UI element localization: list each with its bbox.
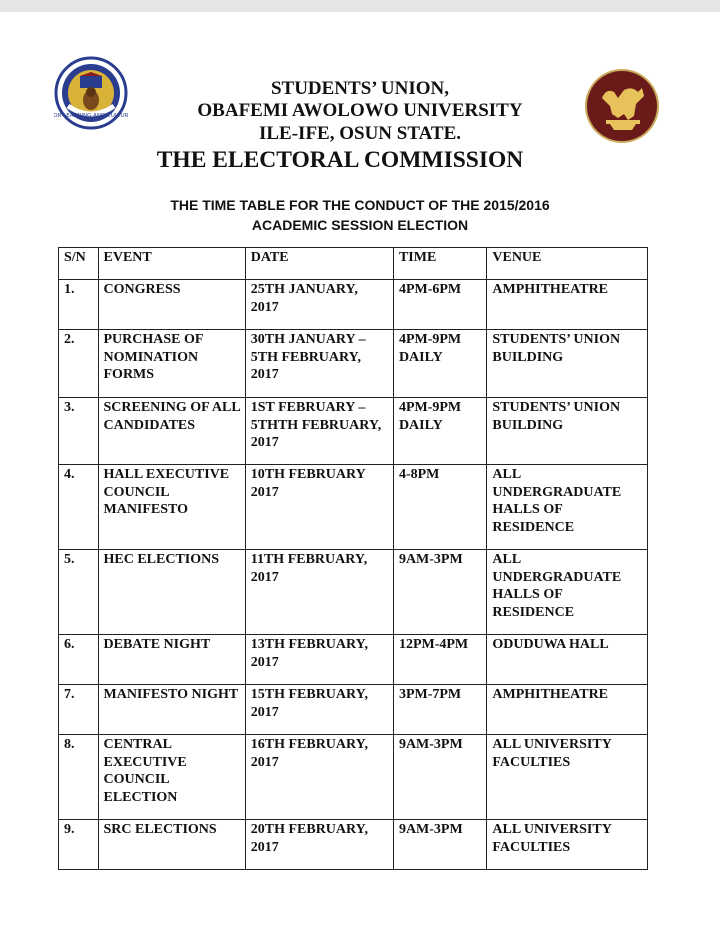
cell-venue: ALL UNIVERSITY FACULTIES xyxy=(487,735,648,820)
cell-venue: STUDENTS’ UNION BUILDING xyxy=(487,330,648,398)
cell-venue: ALL UNDERGRADUATE HALLS OF RESIDENCE xyxy=(487,465,648,550)
table-row xyxy=(59,820,648,870)
commission-title: THE ELECTORAL COMMISSION xyxy=(156,147,524,173)
col-header-venue: VENUE xyxy=(487,248,648,280)
cell-sn: 7. xyxy=(59,685,99,735)
cell-venue: AMPHITHEATRE xyxy=(487,280,648,330)
table-row xyxy=(59,465,648,550)
cell-event: MANIFESTO NIGHT xyxy=(98,685,245,735)
cell-date: 25TH JANUARY, 2017 xyxy=(245,280,393,330)
cell-sn: 9. xyxy=(59,820,99,870)
cell-event: CENTRAL EXECUTIVE COUNCIL ELECTION xyxy=(98,735,245,820)
header-line-1: STUDENTS’ UNION, xyxy=(270,78,450,99)
header-line-3: ILE-IFE, OSUN STATE. xyxy=(258,123,461,144)
table-row xyxy=(59,398,648,465)
cell-date: 15TH FEBRUARY, 2017 xyxy=(245,685,393,735)
cell-time: 9AM-3PM xyxy=(393,820,486,870)
cell-time: 4PM-9PM DAILY xyxy=(393,330,486,398)
cell-time: 9AM-3PM xyxy=(393,550,486,635)
university-crest-logo xyxy=(54,56,128,130)
table-row xyxy=(59,735,648,820)
table-row xyxy=(59,280,648,330)
cell-event: SRC ELECTIONS xyxy=(98,820,245,870)
cell-date: 20TH FEBRUARY, 2017 xyxy=(245,820,393,870)
students-union-logo xyxy=(584,68,660,144)
cell-sn: 1. xyxy=(59,280,99,330)
cell-date: 10TH FEBRUARY 2017 xyxy=(245,465,393,550)
cell-date: 11TH FEBRUARY, 2017 xyxy=(245,550,393,635)
header-line-2: OBAFEMI AWOLOWO UNIVERSITY xyxy=(197,100,523,121)
cell-sn: 4. xyxy=(59,465,99,550)
cell-time: 4-8PM xyxy=(393,465,486,550)
cell-venue: ALL UNIVERSITY FACULTIES xyxy=(487,820,648,870)
cell-sn: 5. xyxy=(59,550,99,635)
table-row xyxy=(59,330,648,398)
top-bar xyxy=(0,0,720,12)
cell-time: 4PM-6PM xyxy=(393,280,486,330)
cell-sn: 8. xyxy=(59,735,99,820)
election-timetable xyxy=(58,247,648,870)
col-header-date: DATE xyxy=(245,248,393,280)
col-header-time: TIME xyxy=(393,248,486,280)
cell-sn: 6. xyxy=(59,635,99,685)
cell-venue: AMPHITHEATRE xyxy=(487,685,648,735)
cell-event: PURCHASE OF NOMINATION FORMS xyxy=(98,330,245,398)
cell-event: CONGRESS xyxy=(98,280,245,330)
col-header-sn: S/N xyxy=(59,248,99,280)
cell-event: DEBATE NIGHT xyxy=(98,635,245,685)
cell-sn: 3. xyxy=(59,398,99,465)
cell-date: 30TH JANUARY – 5TH FEBRUARY, 2017 xyxy=(245,330,393,398)
cell-date: 13TH FEBRUARY, 2017 xyxy=(245,635,393,685)
cell-venue: ODUDUWA HALL xyxy=(487,635,648,685)
table-row xyxy=(59,550,648,635)
cell-sn: 2. xyxy=(59,330,99,398)
crest-motto: FOR LEARNING AND CULTURE xyxy=(54,113,128,119)
cell-time: 3PM-7PM xyxy=(393,685,486,735)
cell-venue: STUDENTS’ UNION BUILDING xyxy=(487,398,648,465)
table-row xyxy=(59,635,648,685)
cell-date: 16TH FEBRUARY, 2017 xyxy=(245,735,393,820)
col-header-event: EVENT xyxy=(98,248,245,280)
cell-time: 9AM-3PM xyxy=(393,735,486,820)
cell-event: SCREENING OF ALL CANDIDATES xyxy=(98,398,245,465)
cell-event: HEC ELECTIONS xyxy=(98,550,245,635)
cell-time: 4PM-9PM DAILY xyxy=(393,398,486,465)
table-header-row xyxy=(59,248,648,280)
timetable-title-line-1: THE TIME TABLE FOR THE CONDUCT OF THE 2015/2016 xyxy=(170,197,550,213)
cell-time: 12PM-4PM xyxy=(393,635,486,685)
timetable-title-line-2: ACADEMIC SESSION ELECTION xyxy=(251,217,469,233)
cell-date: 1ST FEBRUARY – 5THTH FEBRUARY, 2017 xyxy=(245,398,393,465)
cell-venue: ALL UNDERGRADUATE HALLS OF RESIDENCE xyxy=(487,550,648,635)
table-row xyxy=(59,685,648,735)
cell-event: HALL EXECUTIVE COUNCIL MANIFESTO xyxy=(98,465,245,550)
